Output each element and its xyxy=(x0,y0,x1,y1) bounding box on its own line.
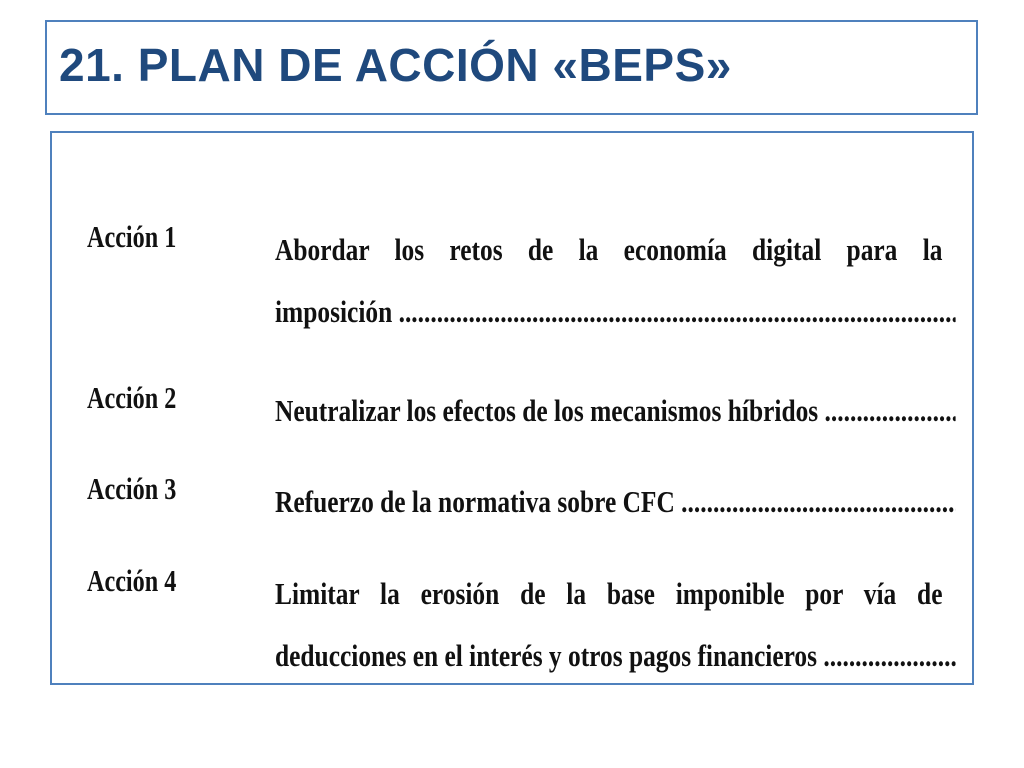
action-description xyxy=(275,471,974,533)
action-label: Acción 1 xyxy=(87,219,177,254)
content-frame xyxy=(50,131,974,685)
action-label: Acción 2 xyxy=(87,380,177,415)
action-description xyxy=(275,219,974,343)
action-description-line: Neutralizar los efectos de los mecanismos híbridos ..... xyxy=(275,380,956,442)
action-label: Acción 4 xyxy=(87,563,177,598)
action-description-line: deducciones en el interés y otros pagos financieros ..... xyxy=(275,625,956,685)
action-description-line: Limitar la erosión de la base imponible por vía de xyxy=(275,576,943,611)
action-description-line: Abordar los retos de la economía digital para la xyxy=(275,232,943,267)
action-label: Acción 3 xyxy=(87,471,177,506)
action-description-line: imposición ..... xyxy=(275,281,956,343)
action-description xyxy=(275,563,974,685)
action-description xyxy=(275,380,974,442)
action-description-line: Refuerzo de la normativa sobre CFC ..... xyxy=(275,471,956,533)
page-title: 21. PLAN DE ACCIÓN «BEPS» xyxy=(59,39,732,91)
title-frame xyxy=(45,20,978,115)
